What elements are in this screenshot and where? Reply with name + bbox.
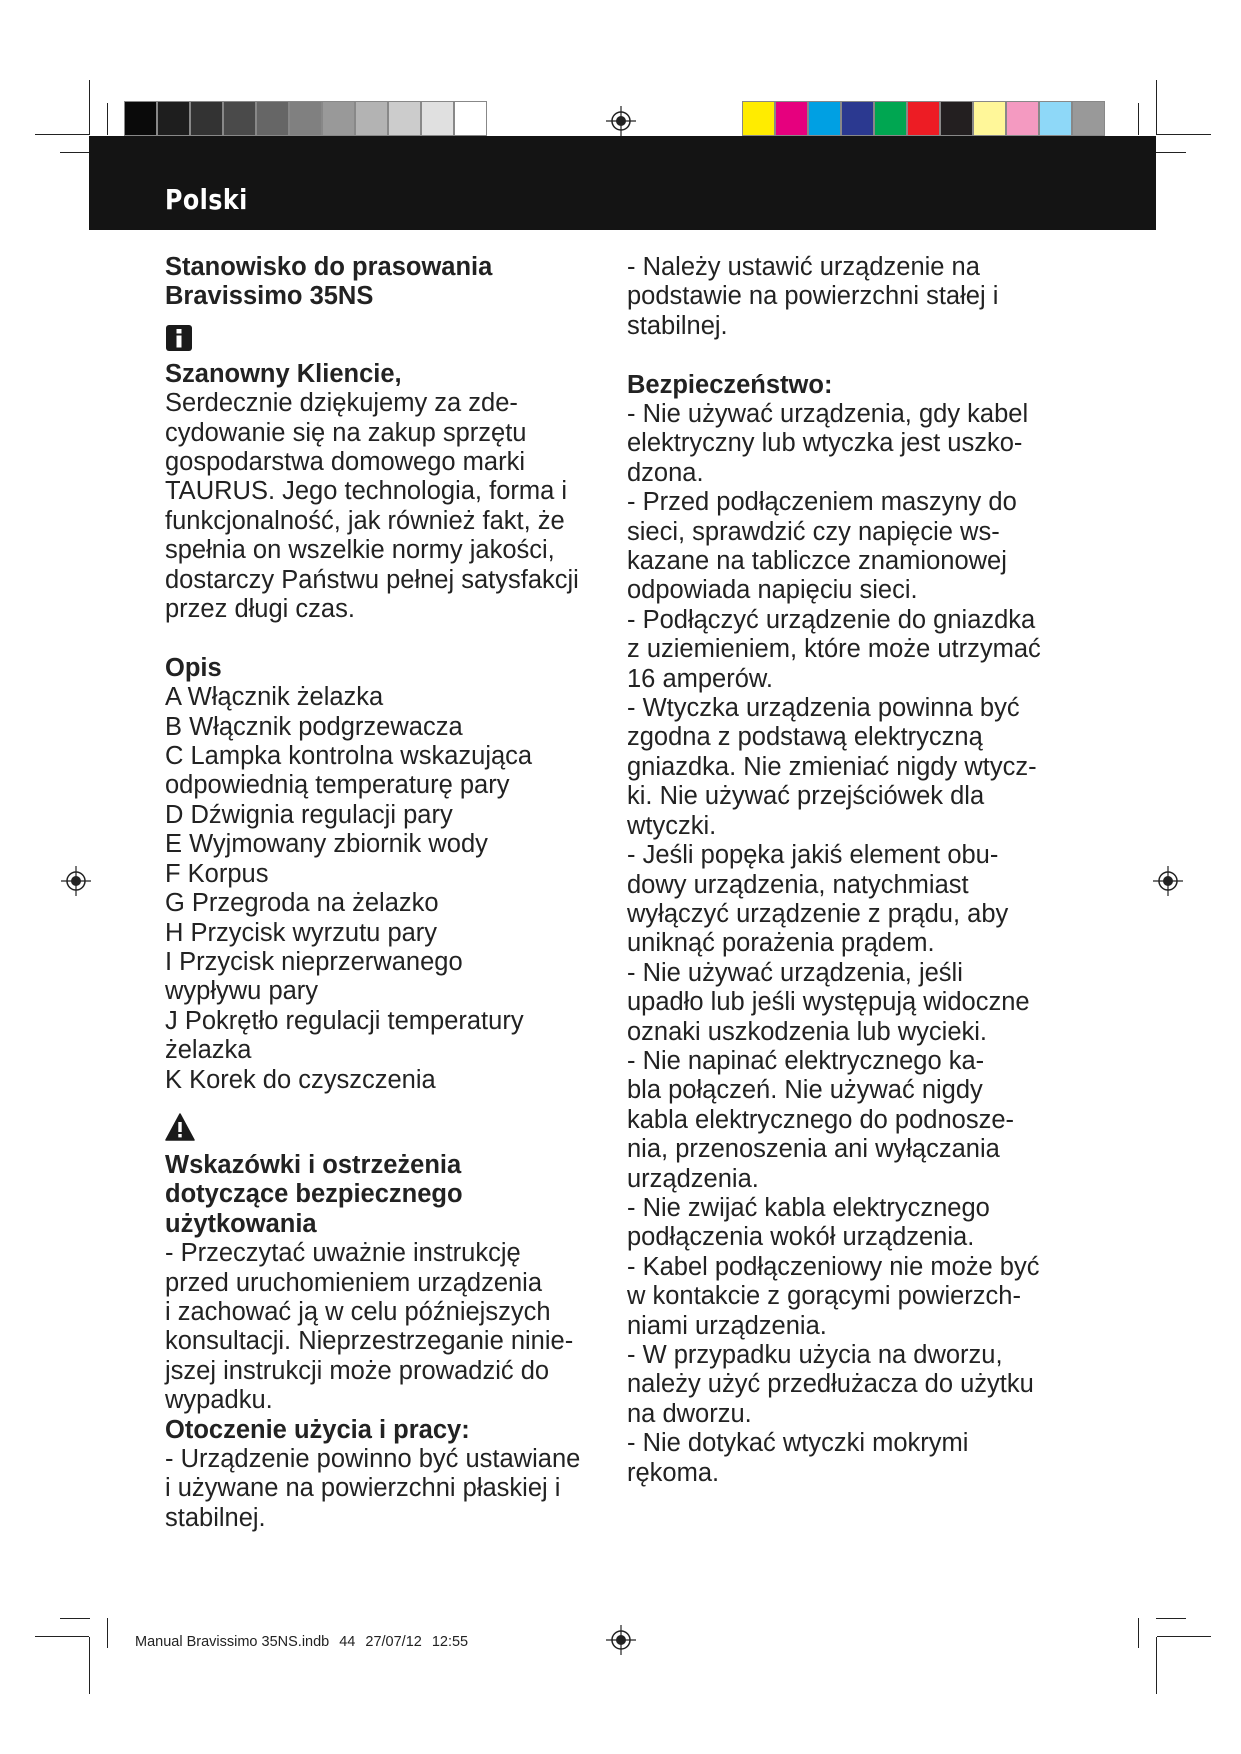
color-swatch [973,101,1006,136]
text-line: - Nie napinać elektrycznego ka- [627,1046,985,1075]
crop-mark [35,1636,89,1637]
text-line: wtyczki. [627,811,717,840]
text-line: - W przypadku użycia na dworzu, [627,1341,1003,1370]
text-line: dostarczy Państwu pełnej satysfakcji [165,565,579,594]
text-line: urządzenia. [627,1164,759,1193]
crop-mark [107,1618,108,1648]
text-line: kabla elektrycznego do podnosze- [627,1105,1014,1134]
text-line: ki. Nie używać przejściówek dla [627,782,985,811]
text-line: rękoma. [627,1458,720,1487]
text-line: D Dźwignia regulacji pary [165,800,453,829]
color-swatch [907,101,940,136]
text-line: funkcjonalność, jak również fakt, że [165,506,565,535]
crop-mark [1157,134,1211,135]
text-line: odpowiada napięciu sieci. [627,576,918,605]
text-line: TAURUS. Jego technologia, forma i [165,477,568,506]
text-line: podłączenia wokół urządzenia. [627,1223,975,1252]
slug-date: 27/07/12 [365,1634,422,1650]
product-title: Stanowisko do prasowania [165,253,493,281]
color-swatch [874,101,907,136]
left-column [165,253,620,1533]
warning-icon [165,1109,195,1145]
color-swatch [940,101,973,136]
safety-paragraph [165,1239,620,1415]
text-line: G Przegroda na żelazko [165,889,439,918]
print-slug [135,1634,478,1650]
text-line: niami urządzenia. [627,1311,827,1340]
bezpieczenstwo-list [627,400,1087,1488]
text-line: i zachować ją w celu późniejszych [165,1297,551,1326]
crop-mark [89,1637,90,1694]
registration-mark-icon [606,1625,636,1655]
language-header-bar [89,136,1156,230]
text-line: - Podłączyć urządzenie do gniazdka [627,605,1036,634]
text-line: jszej instrukcji może prowadzić do [165,1356,550,1385]
text-line: - Nie dotykać wtyczki mokrymi [627,1429,969,1458]
grayscale-swatch [190,101,223,136]
text-line: B Włącznik podgrzewacza [165,712,463,741]
text-line: spełnia on wszelkie normy jakości, [165,536,555,565]
text-line: należy użyć przedłużacza do użytku [627,1370,1034,1399]
text-line: F Korpus [165,859,269,888]
text-line: w kontakcie z gorącymi powierzch- [627,1282,1021,1311]
text-line: Wskazówki i ostrzeżenia [165,1150,462,1179]
text-line: cydowanie się na zakup sprzętu [165,418,527,447]
text-line: zgodna z podstawą elektryczną [627,723,983,752]
grayscale-swatch [454,101,487,136]
crop-mark [107,103,108,135]
text-line: kazane na tabliczce znamionowej [627,547,1007,576]
text-line: - Nie zwijać kabla elektrycznego [627,1193,990,1222]
slug-time: 12:55 [431,1634,469,1650]
crop-mark [89,80,90,135]
text-line: 16 amperów. [627,664,774,693]
grayscale-swatch [421,101,454,136]
text-line: - Kabel podłączeniowy nie może być [627,1252,1040,1281]
text-line: stabilnej. [627,311,728,340]
text-line: Serdecznie dziękujemy za zde- [165,389,518,418]
grayscale-swatch [157,101,190,136]
registration-mark-icon [606,106,636,136]
text-line: - Nie używać urządzenia, gdy kabel [627,400,1029,429]
text-line: sieci, sprawdzić czy napięcie ws- [627,517,1000,546]
crop-mark [60,152,90,153]
crop-mark [1156,152,1186,153]
environment-heading: Otoczenie użycia i pracy: [165,1415,470,1444]
product-model: Bravissimo 35NS [165,282,374,311]
text-line: uniknąć porażenia prądem. [627,929,935,958]
safety-heading [165,1151,620,1239]
color-swatch [742,101,775,136]
right-column [627,253,1087,1488]
crop-mark [1156,80,1157,135]
crop-mark [1138,1618,1139,1648]
grayscale-swatch [355,101,388,136]
text-line: wypadku. [165,1386,273,1415]
parts-list [165,683,620,1095]
text-line: nia, przenoszenia ani wyłączania [627,1135,1000,1164]
text-line: i używane na powierzchni płaskiej i [165,1474,561,1503]
info-icon [165,320,193,356]
text-line: - Należy ustawić urządzenie na [627,253,980,281]
crop-mark [1157,1636,1211,1637]
crop-mark [60,1618,90,1619]
color-calibration-strip [742,101,1105,136]
text-line: - Urządzenie powinno być ustawiane [165,1445,581,1474]
intro-paragraph [165,389,620,624]
text-line: - Wtyczka urządzenia powinna być [627,694,1020,723]
text-line: - Nie używać urządzenia, jeśli [627,958,963,987]
text-line: E Wyjmowany zbiornik wody [165,830,488,859]
text-line: na dworzu. [627,1399,752,1428]
text-line: dowy urządzenia, natychmiast [627,870,969,899]
text-line: A Włącznik żelazka [165,683,384,712]
crop-mark [1156,1637,1157,1694]
bezpieczenstwo-heading: Bezpieczeństwo: [627,370,833,399]
grayscale-calibration-strip [124,101,487,136]
slug-page: 44 [339,1634,356,1650]
crop-mark [35,134,89,135]
text-line: odpowiednią temperaturę pary [165,771,510,800]
text-line: dotyczące bezpiecznego [165,1180,463,1209]
language-title: Polski [165,183,248,216]
text-line: H Przycisk wyrzutu pary [165,918,438,947]
registration-mark-icon [61,866,91,896]
greeting: Szanowny Kliencie, [165,359,402,388]
environment-paragraph [165,1445,620,1533]
text-line: K Korek do czyszczenia [165,1065,436,1094]
registration-mark-icon [1153,866,1183,896]
text-line: - Przed podłączeniem maszyny do [627,488,1017,517]
text-line: elektryczny lub wtyczka jest uszko- [627,429,1023,458]
text-line: konsultacji. Nieprzestrzeganie ninie- [165,1327,574,1356]
text-line: I Przycisk nieprzerwanego [165,947,463,976]
grayscale-swatch [322,101,355,136]
color-swatch [808,101,841,136]
text-line: użytkowania [165,1209,317,1238]
opis-heading: Opis [165,653,222,682]
text-line: - Przeczytać uważnie instrukcję [165,1239,521,1268]
color-swatch [775,101,808,136]
color-swatch [1039,101,1072,136]
text-line: J Pokrętło regulacji temperatury [165,1006,524,1035]
text-line: przed uruchomieniem urządzenia [165,1268,543,1297]
text-line: przez długi czas. [165,595,355,624]
text-line: bla połączeń. Nie używać nigdy [627,1076,983,1105]
text-line: wypływu pary [165,977,319,1006]
text-line: C Lampka kontrolna wskazująca [165,742,533,771]
text-line: - Jeśli popęka jakiś element obu- [627,841,999,870]
crop-mark [1138,103,1139,135]
slug-filename: Manual Bravissimo 35NS.indb [135,1634,330,1650]
text-line: gospodarstwa domowego marki [165,448,526,477]
grayscale-swatch [124,101,157,136]
text-line: z uziemieniem, które może utrzymać [627,635,1041,664]
grayscale-swatch [223,101,256,136]
text-line: podstawie na powierzchni stałej i [627,282,999,311]
crop-mark [1156,1618,1186,1619]
grayscale-swatch [289,101,322,136]
text-line: gniazdka. Nie zmieniać nigdy wtycz- [627,752,1037,781]
grayscale-swatch [256,101,289,136]
text-line: upadło lub jeśli występują widoczne [627,988,1030,1017]
color-swatch [841,101,874,136]
text-line: żelazka [165,1036,252,1065]
text-line: oznaki uszkodzenia lub wycieki. [627,1017,988,1046]
text-line: stabilnej. [165,1503,266,1532]
color-swatch [1072,101,1105,136]
text-line: wyłączyć urządzenie z prądu, aby [627,899,1009,928]
color-swatch [1006,101,1039,136]
placement-paragraph [627,253,1087,341]
text-line: dzona. [627,458,704,487]
grayscale-swatch [388,101,421,136]
